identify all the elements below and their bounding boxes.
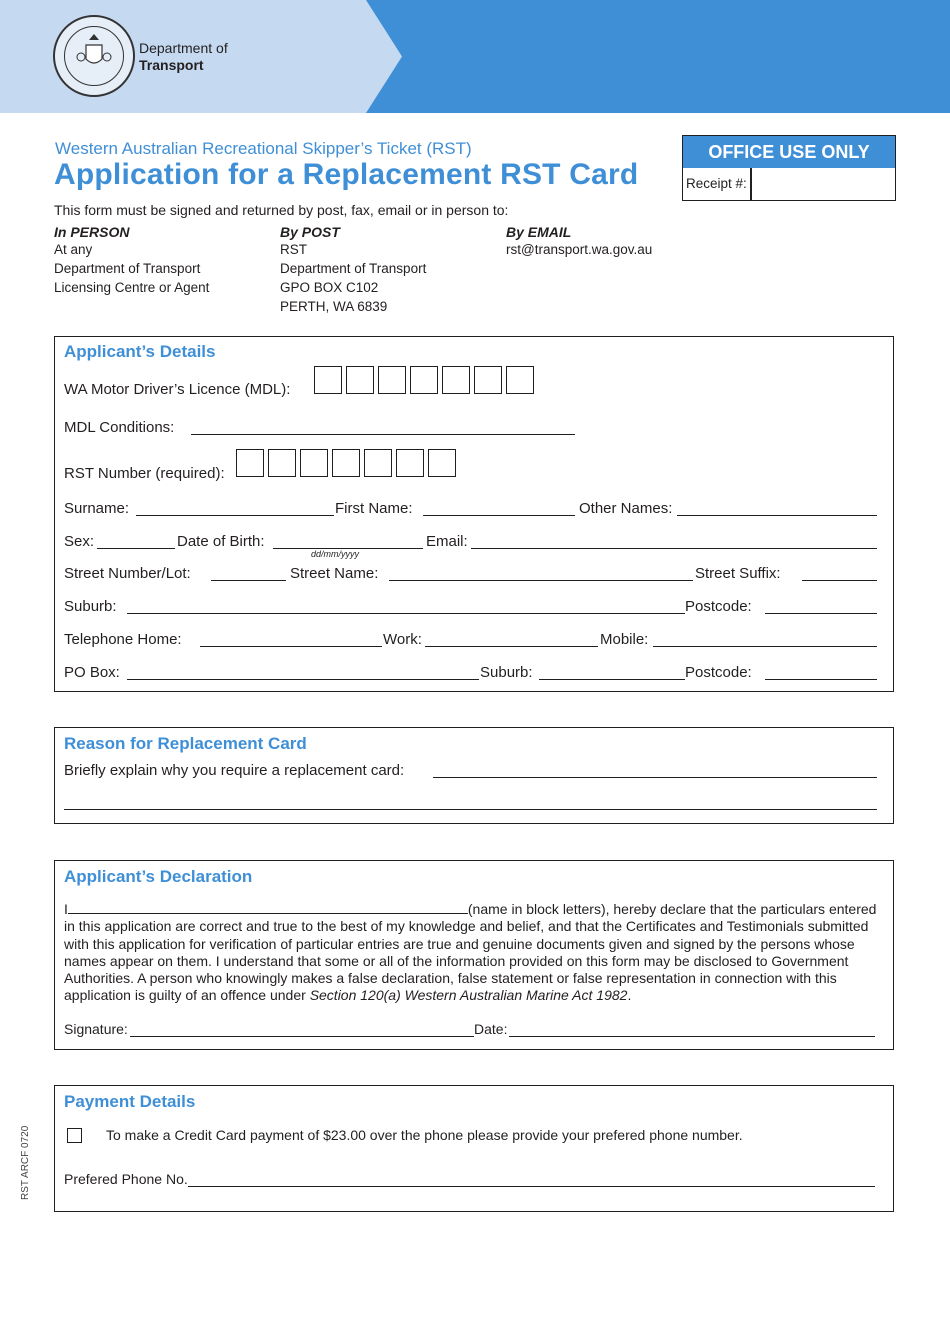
contact-line: RST xyxy=(280,242,307,257)
coat-of-arms-icon xyxy=(53,15,135,97)
rst-digit-box[interactable] xyxy=(332,449,360,477)
mdl-digit-box[interactable] xyxy=(410,366,438,394)
signature-field[interactable] xyxy=(130,1036,474,1037)
mdl-digit-box[interactable] xyxy=(378,366,406,394)
contact-line: PERTH, WA 6839 xyxy=(280,299,388,314)
mdl-conditions-label: MDL Conditions: xyxy=(64,419,175,436)
section-heading: Applicant’s Details xyxy=(64,342,216,361)
section-heading: Payment Details xyxy=(64,1092,196,1111)
phone-label: Prefered Phone No. xyxy=(64,1171,188,1187)
payment-text: To make a Credit Card payment of $23.00 over the phone please provide your prefered phone number. xyxy=(106,1127,743,1143)
telephone-home-field[interactable] xyxy=(200,646,382,647)
street-suffix-label: Street Suffix: xyxy=(695,565,781,582)
mdl-label: WA Motor Driver’s Licence (MDL): xyxy=(64,381,291,398)
contact-line: Department of Transport xyxy=(54,261,201,276)
declaration-section xyxy=(54,860,894,1050)
mobile-field[interactable] xyxy=(653,646,877,647)
surname-field[interactable] xyxy=(136,515,334,516)
work-phone-label: Work: xyxy=(383,631,422,648)
po-box-field[interactable] xyxy=(127,679,479,680)
mdl-digit-box[interactable] xyxy=(474,366,502,394)
mobile-label: Mobile: xyxy=(600,631,649,648)
contact-heading: By EMAIL xyxy=(506,224,572,240)
sex-field[interactable] xyxy=(97,548,175,549)
surname-label: Surname: xyxy=(64,500,130,517)
rst-digit-box[interactable] xyxy=(428,449,456,477)
reason-field-line1[interactable] xyxy=(433,777,877,778)
po-box-label: PO Box: xyxy=(64,664,120,681)
sex-label: Sex: xyxy=(64,533,95,550)
mdl-digit-box[interactable] xyxy=(442,366,470,394)
po-suburb-field[interactable] xyxy=(539,679,685,680)
declaration-date-field[interactable] xyxy=(509,1036,875,1037)
preferred-phone-field[interactable] xyxy=(188,1186,875,1187)
payment-section xyxy=(54,1085,894,1212)
street-name-label: Street Name: xyxy=(290,565,379,582)
contact-line: Licensing Centre or Agent xyxy=(54,280,210,295)
office-use-heading: OFFICE USE ONLY xyxy=(683,136,895,168)
signature-label: Signature: xyxy=(64,1021,128,1037)
credit-card-checkbox[interactable] xyxy=(67,1128,82,1143)
street-number-label: Street Number/Lot: xyxy=(64,565,191,582)
receipt-label: Receipt #: xyxy=(686,176,747,191)
mdl-digit-box[interactable] xyxy=(506,366,534,394)
contact-email-link[interactable]: rst@transport.wa.gov.au xyxy=(506,242,653,257)
rst-digit-box[interactable] xyxy=(236,449,264,477)
email-field[interactable] xyxy=(471,548,877,549)
dept-name-line1: Department of xyxy=(139,40,228,56)
dept-name-line2: Transport xyxy=(139,57,204,73)
work-phone-field[interactable] xyxy=(425,646,598,647)
declaration-body: (name in block letters), hereby declare that the particulars entered in this application are correct and true to the best of my knowledge and belief, and that the Certificates and Testimonials submitted with this application for verification of particular entries are true and genuine documents given and signed by the persons whose names appear on them. I understand that some or all of the information provided on this form may be disclosed to Government Authorities. A person who knowingly makes a false declaration, false statement or false representation in connection with this application is guilty of an offence under xyxy=(64,901,877,1004)
email-label: Email: xyxy=(426,533,468,550)
contact-heading: By POST xyxy=(280,224,340,240)
contact-in-person xyxy=(54,224,209,297)
reason-prompt: Briefly explain why you require a replacement card: xyxy=(64,762,405,779)
intro-text: This form must be signed and returned by post, fax, email or in person to: xyxy=(54,202,509,218)
page-title: Application for a Replacement RST Card xyxy=(54,158,639,191)
marine-act-reference: Section 120(a) Western Australian Marine Act 1982 xyxy=(309,987,628,1004)
first-name-field[interactable] xyxy=(423,515,575,516)
contact-line: Department of Transport xyxy=(280,261,427,276)
street-suffix-field[interactable] xyxy=(802,580,877,581)
po-suburb-label: Suburb: xyxy=(480,664,533,681)
government-seal-logo xyxy=(53,15,135,97)
mdl-conditions-field[interactable] xyxy=(191,434,575,435)
form-subtitle: Western Australian Recreational Skipper’s Ticket (RST) xyxy=(55,139,472,158)
office-use-box xyxy=(682,135,896,201)
contact-by-post xyxy=(280,224,426,316)
header-band-blue xyxy=(366,0,950,113)
dob-hint: dd/mm/yyyy xyxy=(311,549,360,559)
applicant-details-section xyxy=(54,336,894,692)
contact-line: At any xyxy=(54,242,93,257)
reason-field-line2[interactable] xyxy=(64,809,877,810)
other-names-field[interactable] xyxy=(677,515,877,516)
contact-line: GPO BOX C102 xyxy=(280,280,379,295)
street-name-field[interactable] xyxy=(389,580,693,581)
block-letters-name-field[interactable] xyxy=(68,902,468,914)
section-heading: Reason for Replacement Card xyxy=(64,734,307,753)
dob-label: Date of Birth: xyxy=(177,533,265,550)
postcode-label: Postcode: xyxy=(685,598,752,615)
po-postcode-field[interactable] xyxy=(765,679,877,680)
rst-digit-box[interactable] xyxy=(268,449,296,477)
mdl-digit-box[interactable] xyxy=(314,366,342,394)
telephone-home-label: Telephone Home: xyxy=(64,631,182,648)
contact-heading: In PERSON xyxy=(54,224,130,240)
declaration-end: . xyxy=(627,987,632,1004)
form-code: RST ARCF 0720 xyxy=(20,1125,31,1200)
contact-by-email xyxy=(506,224,652,259)
rst-digit-box[interactable] xyxy=(300,449,328,477)
declaration-date-label: Date: xyxy=(474,1021,508,1037)
other-names-label: Other Names: xyxy=(579,500,673,517)
declaration-i: I xyxy=(64,901,68,917)
postcode-field[interactable] xyxy=(765,613,877,614)
section-heading: Applicant’s Declaration xyxy=(64,867,253,886)
po-postcode-label: Postcode: xyxy=(685,664,752,681)
street-number-field[interactable] xyxy=(211,580,286,581)
mdl-digit-box[interactable] xyxy=(346,366,374,394)
declaration-text xyxy=(64,901,882,1005)
first-name-label: First Name: xyxy=(335,500,413,517)
rst-digit-box[interactable] xyxy=(364,449,392,477)
rst-digit-box[interactable] xyxy=(396,449,424,477)
reason-section xyxy=(54,727,894,824)
rst-number-label: RST Number (required): xyxy=(64,465,225,482)
suburb-label: Suburb: xyxy=(64,598,117,615)
suburb-field[interactable] xyxy=(127,613,685,614)
